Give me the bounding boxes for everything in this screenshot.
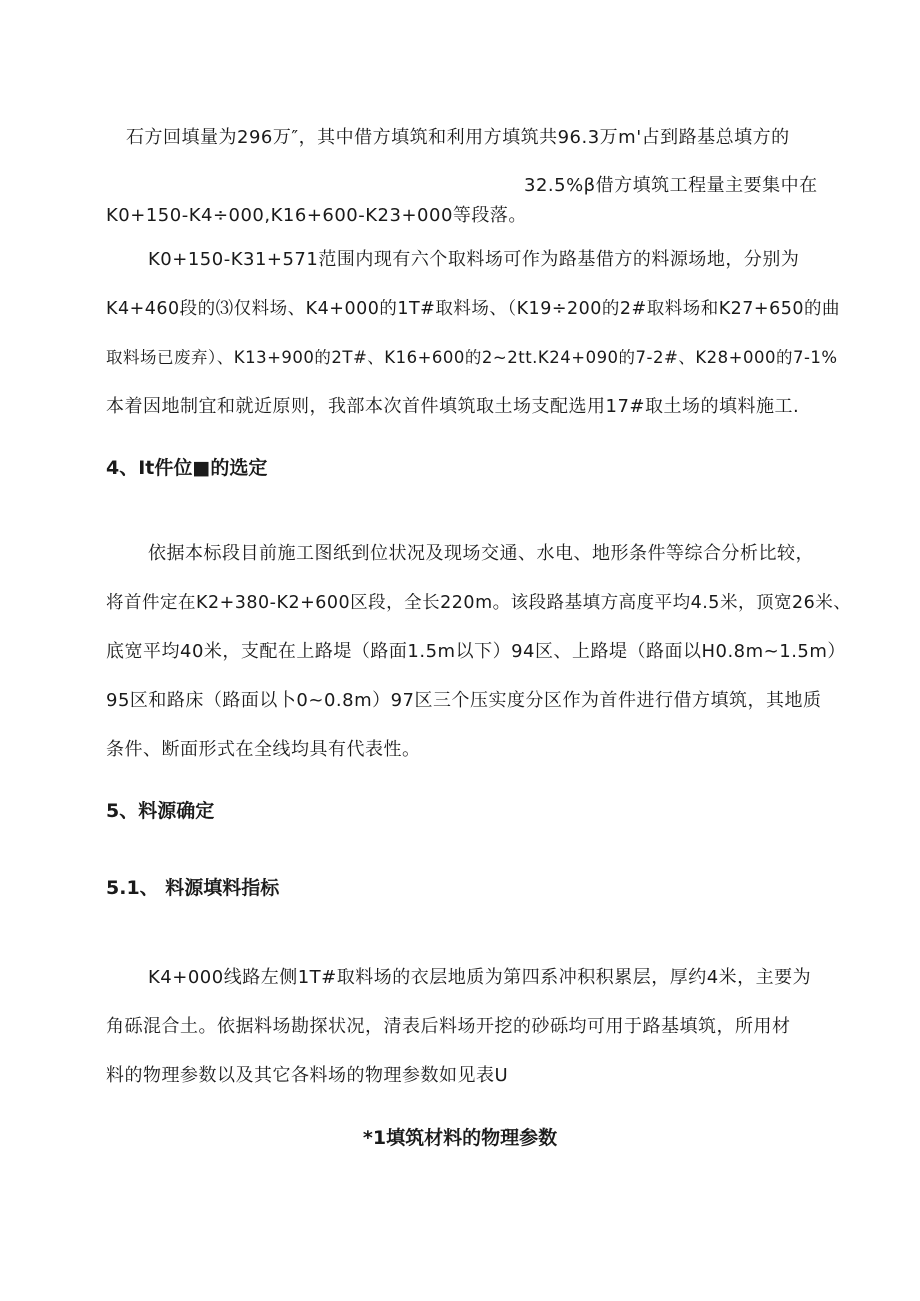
intro-line-2: 32.5%β借方填筑工程量主要集中在 xyxy=(524,175,818,196)
intro-line-1: 石方回填量为296万″，其中借方填筑和利用方填筑共96.3万m'占到路基总填方的 xyxy=(126,127,790,148)
intro-line-7: 本着因地制宜和就近原则，我部本次首件填筑取土场支配选用17#取土场的填料施工. xyxy=(106,396,800,417)
section-5-heading: 5、料源确定 xyxy=(106,800,215,822)
section-4-line-5: 条件、断面形式在全线均具有代表性。 xyxy=(106,739,421,760)
intro-line-6: 取料场已废弃）、K13+900的2T#、K16+600的2~2tt.K24+090的7-2#、K28+000的7-1% xyxy=(106,348,838,367)
intro-line-4: K0+150-K31+571范围内现有六个取料场可作为路基借方的料源场地，分别为 xyxy=(148,249,800,270)
section-5-1-heading: 5.1、 料源填料指标 xyxy=(106,877,280,899)
section-4-line-4: 95区和路床（路面以卜0~0.8m）97区三个压实度分区作为首件进行借方填筑，其地质 xyxy=(106,690,822,711)
section-5-1-line-1: K4+000线路左侧1T#取料场的衣层地质为第四系冲积积累层，厚约4米，主要为 xyxy=(148,967,812,988)
section-4-line-1: 依据本标段目前施工图纸到位状况及现场交通、水电、地形条件等综合分析比较， xyxy=(148,543,814,564)
intro-line-3: K0+150-K4÷000,K16+600-K23+000等段落。 xyxy=(106,205,527,226)
section-5-1-line-3: 料的物理参数以及其它各料场的物理参数如见表U xyxy=(106,1065,509,1086)
intro-line-5: K4+460段的⑶仅料场、K4+000的1T#取料场、（K19÷200的2#取料场和K27+650的曲 xyxy=(106,299,841,319)
table-caption: *1填筑材料的物理参数 xyxy=(362,1127,558,1149)
section-4-line-3: 底宽平均40米，支配在上路堤（路面1.5m以下）94区、上路堤（路面以H0.8m~1.5m） xyxy=(106,641,846,662)
section-4-heading: 4、It件位■的选定 xyxy=(106,457,268,479)
section-4-line-2: 将首件定在K2+380-K2+600区段，全长220m。该段路基填方高度平均4.5米，顶宽26米、 xyxy=(106,593,852,613)
section-5-1-line-2: 角砾混合土。依据料场勘探状况，清表后料场开挖的砂砾均可用于路基填筑，所用材 xyxy=(106,1016,791,1037)
